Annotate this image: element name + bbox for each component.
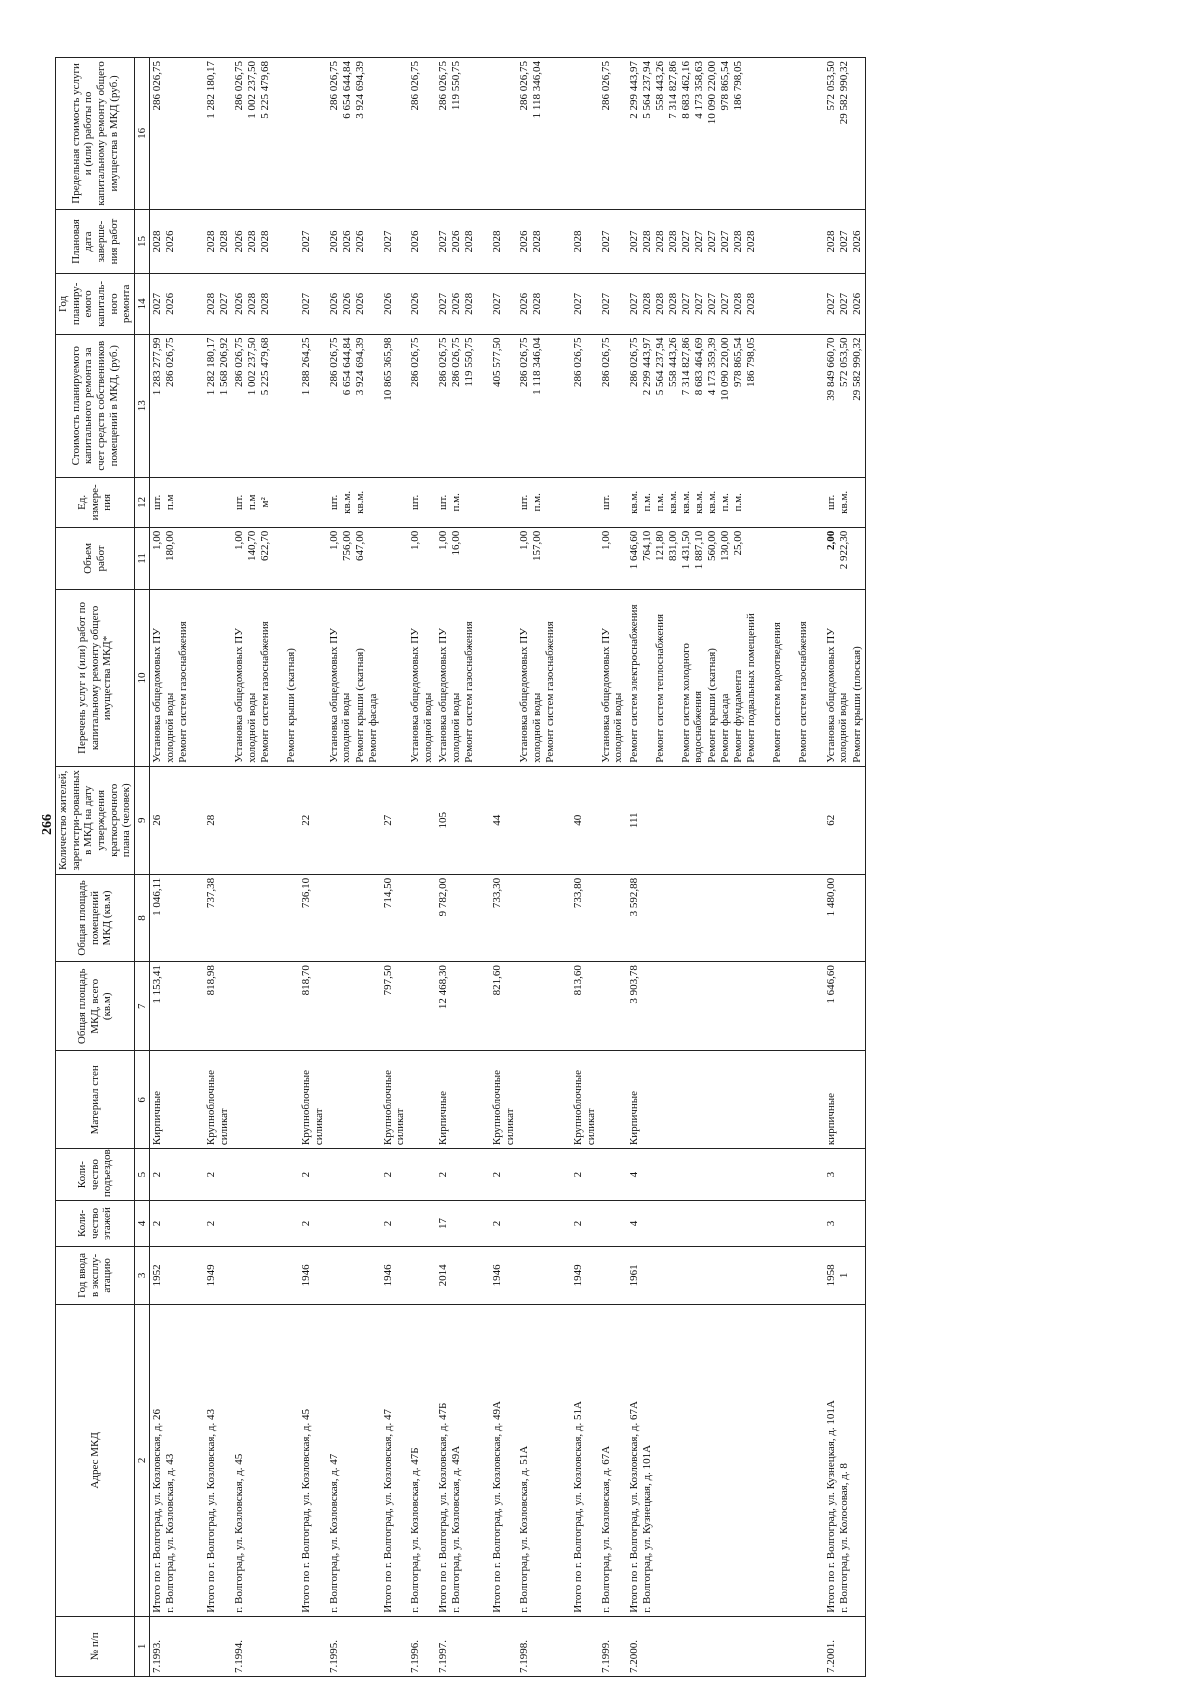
- cell-r13-c5: 4: [627, 1149, 824, 1201]
- cell-r8-c4: 17: [436, 1201, 490, 1247]
- cell-r13-c12: кв.м. п.м. п.м. кв.м. кв.м. кв.м. кв.м. п.м. п.м.: [627, 477, 824, 527]
- cell-r11-c13: 286 026,75: [571, 334, 598, 477]
- cell-r8-c16: 286 026,75 119 550,75: [436, 58, 490, 210]
- cell-r2-c1: [204, 1616, 232, 1676]
- cell-r11-c3: 1949: [571, 1246, 598, 1304]
- cell-r6-c2: Итого по г. Волгоград, ул. Козловская, д. 47: [381, 1305, 408, 1617]
- cell-r4-c1: [299, 1616, 326, 1676]
- cell-r2-c7: 818,98: [204, 962, 232, 1051]
- cell-r3-c1: 7.1994.: [232, 1616, 299, 1676]
- cell-r12-c10: Установка общедомовых ПУ холодной воды: [599, 590, 627, 767]
- cell-r9-c13: 405 577,50: [490, 334, 517, 477]
- column-header-4: Коли-чество этажей: [56, 1201, 135, 1247]
- cell-r7-c5: [408, 1149, 436, 1201]
- header-row: [56, 58, 135, 1677]
- cell-r12-c3: [599, 1246, 627, 1304]
- cell-r14-c16: 572 053,50 29 582 990,32: [824, 58, 866, 210]
- cell-r6-c16: [381, 58, 408, 210]
- cell-r3-c2: г. Волгоград, ул. Козловская, д. 45: [232, 1305, 299, 1617]
- cell-r11-c12: [571, 477, 598, 527]
- cell-r10-c7: [517, 962, 571, 1051]
- table-body: [150, 58, 865, 1677]
- cell-r8-c15: 2027 2026 2028: [436, 209, 490, 273]
- column-header-15: Плановая дата заверше-ния работ: [56, 209, 135, 273]
- cell-r5-c10: Установка общедомовых ПУ холодной воды Ремонт крыши (скатная) Ремонт фасада: [327, 590, 381, 767]
- column-number-3: 3: [134, 1246, 150, 1304]
- column-number-4: 4: [134, 1201, 150, 1247]
- cell-r13-c2: Итого по г. Волгоград, ул. Козловская, д. 67А г. Волгоград, ул. Кузнецкая, д. 101А: [627, 1305, 824, 1617]
- cell-r12-c2: г. Волгоград, ул. Козловская, д. 67А: [599, 1305, 627, 1617]
- table-row: [232, 58, 299, 1677]
- cell-r4-c6: Крупноблочные силикат: [299, 1051, 326, 1149]
- cell-r6-c15: 2027: [381, 209, 408, 273]
- column-number-1: 1: [134, 1616, 150, 1676]
- table-row: [204, 58, 232, 1677]
- cell-r10-c3: [517, 1246, 571, 1304]
- cell-r13-c7: 3 903,78: [627, 962, 824, 1051]
- cell-r8-c2: Итого по г. Волгоград, ул. Козловская, д. 47Б г. Волгоград, ул. Козловская, д. 49А: [436, 1305, 490, 1617]
- cell-r3-c12: шт. п.м м²: [232, 477, 299, 527]
- cell-r5-c11: 1,00 756,00 647,00: [327, 527, 381, 589]
- cell-r13-c1: 7.2000.: [627, 1616, 824, 1676]
- cell-r2-c2: Итого по г. Волгоград, ул. Козловская, д. 43: [204, 1305, 232, 1617]
- column-header-5: Коли-чество подъездов: [56, 1149, 135, 1201]
- cell-r12-c7: [599, 962, 627, 1051]
- cell-r11-c1: [571, 1616, 598, 1676]
- cell-r6-c6: Крупноблочные силикат: [381, 1051, 408, 1149]
- cell-r13-c9: 111: [627, 766, 824, 874]
- cell-r10-c10: Установка общедомовых ПУ холодной воды Ремонт систем газоснабжения: [517, 590, 571, 767]
- cell-r14-c12: шт. кв.м.: [824, 477, 866, 527]
- cell-r10-c14: 2026 2028: [517, 274, 571, 334]
- cell-r3-c4: [232, 1201, 299, 1247]
- column-header-6: Материал стен: [56, 1051, 135, 1149]
- cell-r10-c11: 1,00 157,00: [517, 527, 571, 589]
- cell-r8-c3: 2014: [436, 1246, 490, 1304]
- cell-r2-c5: 2: [204, 1149, 232, 1201]
- cell-r9-c6: Крупноблочные силикат: [490, 1051, 517, 1149]
- cell-r8-c9: 105: [436, 766, 490, 874]
- cell-r5-c7: [327, 962, 381, 1051]
- column-header-12: Ед. измере-ния: [56, 477, 135, 527]
- cell-r2-c8: 737,38: [204, 874, 232, 961]
- cell-r6-c7: 797,50: [381, 962, 408, 1051]
- cell-r5-c15: 2026 2026 2026: [327, 209, 381, 273]
- cell-r14-c4: 3: [824, 1201, 866, 1247]
- cell-r7-c10: Установка общедомовых ПУ холодной воды: [408, 590, 436, 767]
- table-row: [571, 58, 598, 1677]
- cell-r6-c11: [381, 527, 408, 589]
- table-row: [517, 58, 571, 1677]
- cell-r4-c7: 818,70: [299, 962, 326, 1051]
- cell-r4-c5: 2: [299, 1149, 326, 1201]
- cell-r12-c12: шт.: [599, 477, 627, 527]
- cell-r1-c3: 1952: [150, 1246, 205, 1304]
- cell-r14-c11: 2,00 2 922,30: [824, 527, 866, 589]
- cell-r6-c8: 714,50: [381, 874, 408, 961]
- cell-r1-c8: 1 046,11: [150, 874, 205, 961]
- table-row: [599, 58, 627, 1677]
- cell-r14-c8: 1 480,00: [824, 874, 866, 961]
- cell-r1-c10: Установка общедомовых ПУ холодной воды Ремонт систем газоснабжения: [150, 590, 205, 767]
- column-header-10: Перечень услуг и (или) работ по капитальному ремонту общего имущества МКД*: [56, 590, 135, 767]
- cell-r5-c8: [327, 874, 381, 961]
- cell-r9-c8: 733,30: [490, 874, 517, 961]
- cell-r14-c14: 2027 2027 2026: [824, 274, 866, 334]
- column-header-3: Год ввода в эксплу-атацию: [56, 1246, 135, 1304]
- cell-r7-c11: 1,00: [408, 527, 436, 589]
- cell-r13-c15: 2027 2028 2028 2028 2027 2027 2027 2027 2028 2028: [627, 209, 824, 273]
- cell-r5-c5: [327, 1149, 381, 1201]
- column-header-9: Количество жителей, зарегистри-рованных в МКД на дату утверждения краткосрочного плана (человек): [56, 766, 135, 874]
- cell-r11-c6: Крупноблочные силикат: [571, 1051, 598, 1149]
- cell-r5-c16: 286 026,75 6 654 644,84 3 924 694,39: [327, 58, 381, 210]
- cell-r8-c12: шт. п.м.: [436, 477, 490, 527]
- cell-r1-c13: 1 283 277,99 286 026,75: [150, 334, 205, 477]
- cell-r10-c6: [517, 1051, 571, 1149]
- cell-r2-c10: [204, 590, 232, 767]
- column-number-14: 14: [134, 274, 150, 334]
- cell-r4-c16: [299, 58, 326, 210]
- cell-r7-c15: 2026: [408, 209, 436, 273]
- column-header-16: Предельная стоимость услуги и (или) работы по капитальному ремонту общего имущества в МКД (руб.): [56, 58, 135, 210]
- cell-r1-c16: 286 026,75: [150, 58, 205, 210]
- column-header-13: Стоимость планируемого капитального ремонта за счет средств собственников помещений в МКД, (руб.): [56, 334, 135, 477]
- cell-r1-c2: Итого по г. Волгоград, ул. Козловская, д. 26 г. Волгоград, ул. Козловская, д. 43: [150, 1305, 205, 1617]
- cell-r4-c12: [299, 477, 326, 527]
- table-row: [327, 58, 381, 1677]
- cell-r3-c8: [232, 874, 299, 961]
- cell-r11-c7: 813,60: [571, 962, 598, 1051]
- table-row: [299, 58, 326, 1677]
- cell-r14-c15: 2028 2027 2026: [824, 209, 866, 273]
- cell-r7-c13: 286 026,75: [408, 334, 436, 477]
- cell-r9-c11: [490, 527, 517, 589]
- cell-r6-c9: 27: [381, 766, 408, 874]
- column-number-13: 13: [134, 334, 150, 477]
- column-number-16: 16: [134, 58, 150, 210]
- cell-r11-c8: 733,80: [571, 874, 598, 961]
- cell-r3-c16: 286 026,75 1 002 237,50 5 225 479,68: [232, 58, 299, 210]
- cell-r3-c3: [232, 1246, 299, 1304]
- cell-r9-c1: [490, 1616, 517, 1676]
- cell-r1-c5: 2: [150, 1149, 205, 1201]
- cell-r14-c7: 1 646,60: [824, 962, 866, 1051]
- cell-r13-c3: 1961: [627, 1246, 824, 1304]
- cell-r14-c10: Установка общедомовых ПУ холодной воды Ремонт крыши (плоская): [824, 590, 866, 767]
- cell-r8-c8: 9 782,00: [436, 874, 490, 961]
- cell-r3-c9: [232, 766, 299, 874]
- cell-r14-c5: 3: [824, 1149, 866, 1201]
- cell-r13-c16: 2 299 443,97 5 564 237,94 558 443,26 7 314 827,86 8 683 462,16 4 173 358,63 10 090 220,00 978 865,54 186 798,05: [627, 58, 824, 210]
- column-number-7: 7: [134, 962, 150, 1051]
- cell-r4-c14: 2027: [299, 274, 326, 334]
- table-row: [490, 58, 517, 1677]
- table-row: [150, 58, 205, 1677]
- cell-r2-c11: [204, 527, 232, 589]
- cell-r13-c14: 2027 2028 2028 2028 2027 2027 2027 2027 2028 2028: [627, 274, 824, 334]
- cell-r9-c10: [490, 590, 517, 767]
- column-header-14: Год планиру-емого капиталь-ного ремонта: [56, 274, 135, 334]
- cell-r9-c4: 2: [490, 1201, 517, 1247]
- cell-r7-c1: 7.1996.: [408, 1616, 436, 1676]
- column-number-10: 10: [134, 590, 150, 767]
- cell-r2-c13: 1 282 180,17 1 568 206,92: [204, 334, 232, 477]
- cell-r5-c1: 7.1995.: [327, 1616, 381, 1676]
- cell-r10-c8: [517, 874, 571, 961]
- table-row: [824, 58, 866, 1677]
- column-header-7: Общая площадь МКД, всего (кв.м): [56, 962, 135, 1051]
- cell-r11-c16: [571, 58, 598, 210]
- cell-r3-c5: [232, 1149, 299, 1201]
- cell-r4-c10: [299, 590, 326, 767]
- cell-r1-c11: 1,00 180,00: [150, 527, 205, 589]
- cell-r6-c5: 2: [381, 1149, 408, 1201]
- cell-r10-c2: г. Волгоград, ул. Козловская, д. 51А: [517, 1305, 571, 1617]
- cell-r2-c16: 1 282 180,17: [204, 58, 232, 210]
- cell-r12-c8: [599, 874, 627, 961]
- cell-r12-c11: 1,00: [599, 527, 627, 589]
- cell-r10-c13: 286 026,75 1 118 346,04: [517, 334, 571, 477]
- cell-r9-c3: 1946: [490, 1246, 517, 1304]
- cell-r5-c4: [327, 1201, 381, 1247]
- cell-r9-c7: 821,60: [490, 962, 517, 1051]
- cell-r6-c3: 1946: [381, 1246, 408, 1304]
- cell-r10-c15: 2026 2028: [517, 209, 571, 273]
- cell-r7-c8: [408, 874, 436, 961]
- cell-r8-c7: 12 468,30: [436, 962, 490, 1051]
- cell-r4-c2: Итого по г. Волгоград, ул. Козловская, д. 45: [299, 1305, 326, 1617]
- cell-r4-c8: 736,10: [299, 874, 326, 961]
- cell-r9-c5: 2: [490, 1149, 517, 1201]
- cell-r3-c13: 286 026,75 1 002 237,50 5 225 479,68: [232, 334, 299, 477]
- cell-r5-c9: [327, 766, 381, 874]
- column-number-2: 2: [134, 1305, 150, 1617]
- column-number-9: 9: [134, 766, 150, 874]
- cell-r3-c14: 2026 2028 2028: [232, 274, 299, 334]
- cell-r6-c13: 10 865 365,98: [381, 334, 408, 477]
- cell-r4-c9: 22: [299, 766, 326, 874]
- column-header-1: № п/п: [56, 1616, 135, 1676]
- column-header-8: Общая площадь помещений МКД (кв.м): [56, 874, 135, 961]
- cell-r11-c15: 2028: [571, 209, 598, 273]
- cell-r12-c6: [599, 1051, 627, 1149]
- cell-r7-c14: 2026: [408, 274, 436, 334]
- cell-r13-c13: 286 026,75 2 299 443,97 5 564 237,94 558 443,26 7 314 827,86 8 683 464,69 4 173 359,39 10 090 220,00 978 865,54 186 798,05: [627, 334, 824, 477]
- cell-r12-c4: [599, 1201, 627, 1247]
- column-number-11: 11: [134, 527, 150, 589]
- rotated-table-container: [55, 57, 1155, 1677]
- cell-r5-c6: [327, 1051, 381, 1149]
- column-number-row: [134, 58, 150, 1677]
- cell-r1-c14: 2027 2026: [150, 274, 205, 334]
- cell-r6-c14: 2026: [381, 274, 408, 334]
- cell-r13-c4: 4: [627, 1201, 824, 1247]
- cell-r8-c14: 2027 2026 2028: [436, 274, 490, 334]
- cell-r13-c8: 3 592,88: [627, 874, 824, 961]
- cell-r14-c9: 62: [824, 766, 866, 874]
- cell-r5-c13: 286 026,75 6 654 644,84 3 924 694,39: [327, 334, 381, 477]
- cell-r6-c1: [381, 1616, 408, 1676]
- cell-r7-c9: [408, 766, 436, 874]
- cell-r13-c11: 1 646,60 764,10 121,80 831,00 1 431,50 1 887,10 560,00 130,00 25,00: [627, 527, 824, 589]
- cell-r1-c4: 2: [150, 1201, 205, 1247]
- cell-r14-c2: Итого по г. Волгоград, ул. Кузнецкая, д. 101А г. Волгоград, ул. Колосовая, д. 8: [824, 1305, 866, 1617]
- cell-r8-c13: 286 026,75 286 026,75 119 550,75: [436, 334, 490, 477]
- cell-r14-c3: 1958 1: [824, 1246, 866, 1304]
- cell-r4-c4: 2: [299, 1201, 326, 1247]
- cell-r2-c14: 2028 2027: [204, 274, 232, 334]
- cell-r9-c9: 44: [490, 766, 517, 874]
- cell-r1-c6: Кирпичные: [150, 1051, 205, 1149]
- cell-r13-c10: Ремонт систем электроснабжения Ремонт систем теплоснабжения Ремонт систем холодного водоснабжения Ремонт крыши (скатная) Ремонт фасада Ремонт фундамента Ремонт подвальных помещений Ремонт систем водоотведения Ремонт систем газоснабжения: [627, 590, 824, 767]
- cell-r9-c16: [490, 58, 517, 210]
- cell-r10-c1: 7.1998.: [517, 1616, 571, 1676]
- cell-r10-c5: [517, 1149, 571, 1201]
- cell-r1-c12: шт. п.м: [150, 477, 205, 527]
- cell-r11-c4: 2: [571, 1201, 598, 1247]
- cell-r9-c14: 2027: [490, 274, 517, 334]
- table-row: [627, 58, 824, 1677]
- cell-r3-c7: [232, 962, 299, 1051]
- cell-r13-c6: Кирпичные: [627, 1051, 824, 1149]
- cell-r8-c5: 2: [436, 1149, 490, 1201]
- table-row: [381, 58, 408, 1677]
- cell-r11-c2: Итого по г. Волгоград, ул. Козловская, д. 51А: [571, 1305, 598, 1617]
- cell-r5-c2: г. Волгоград, ул. Козловская, д. 47: [327, 1305, 381, 1617]
- cell-r8-c1: 7.1997.: [436, 1616, 490, 1676]
- cell-r5-c3: [327, 1246, 381, 1304]
- cell-r3-c11: 1,00 140,70 622,70: [232, 527, 299, 589]
- cell-r14-c6: кирпичные: [824, 1051, 866, 1149]
- cell-r4-c13: 1 288 264,25: [299, 334, 326, 477]
- cell-r7-c4: [408, 1201, 436, 1247]
- cell-r12-c5: [599, 1149, 627, 1201]
- column-number-15: 15: [134, 209, 150, 273]
- cell-r8-c11: 1,00 16,00: [436, 527, 490, 589]
- cell-r1-c1: 7.1993.: [150, 1616, 205, 1676]
- cell-r9-c12: [490, 477, 517, 527]
- cell-r12-c14: 2027: [599, 274, 627, 334]
- cell-r11-c11: [571, 527, 598, 589]
- cell-r1-c15: 2028 2026: [150, 209, 205, 273]
- cell-r7-c7: [408, 962, 436, 1051]
- column-number-5: 5: [134, 1149, 150, 1201]
- cell-r12-c9: [599, 766, 627, 874]
- cell-r5-c14: 2026 2026 2026: [327, 274, 381, 334]
- cell-r2-c15: 2028 2028: [204, 209, 232, 273]
- cell-r2-c3: 1949: [204, 1246, 232, 1304]
- table-row: [408, 58, 436, 1677]
- table-row: [436, 58, 490, 1677]
- cell-r11-c10: [571, 590, 598, 767]
- cell-r10-c16: 286 026,75 1 118 346,04: [517, 58, 571, 210]
- cell-r9-c15: 2028: [490, 209, 517, 273]
- column-header-11: Объем работ: [56, 527, 135, 589]
- cell-r10-c12: шт. п.м.: [517, 477, 571, 527]
- cell-r12-c15: 2027: [599, 209, 627, 273]
- cell-r2-c9: 28: [204, 766, 232, 874]
- cell-r11-c5: 2: [571, 1149, 598, 1201]
- cell-r7-c3: [408, 1246, 436, 1304]
- cell-r14-c1: 7.2001.: [824, 1616, 866, 1676]
- cell-r4-c3: 1946: [299, 1246, 326, 1304]
- cell-r2-c4: 2: [204, 1201, 232, 1247]
- cell-r3-c10: Установка общедомовых ПУ холодной воды Ремонт систем газоснабжения Ремонт крыши (скатная): [232, 590, 299, 767]
- cell-r10-c9: [517, 766, 571, 874]
- cell-r11-c9: 40: [571, 766, 598, 874]
- cell-r5-c12: шт. кв.м. кв.м.: [327, 477, 381, 527]
- cell-r7-c16: 286 026,75: [408, 58, 436, 210]
- cell-r9-c2: Итого по г. Волгоград, ул. Козловская, д. 49А: [490, 1305, 517, 1617]
- cell-r4-c11: [299, 527, 326, 589]
- column-header-2: Адрес МКД: [56, 1305, 135, 1617]
- cell-r7-c12: шт.: [408, 477, 436, 527]
- cell-r11-c14: 2027: [571, 274, 598, 334]
- cell-r3-c6: [232, 1051, 299, 1149]
- cell-r2-c6: Крупноблочные силикат: [204, 1051, 232, 1149]
- cell-r6-c12: [381, 477, 408, 527]
- column-number-8: 8: [134, 874, 150, 961]
- column-number-6: 6: [134, 1051, 150, 1149]
- column-number-12: 12: [134, 477, 150, 527]
- cell-r6-c10: [381, 590, 408, 767]
- cell-r14-c13: 39 849 660,70 572 053,50 29 582 990,32: [824, 334, 866, 477]
- capital-repair-table: [55, 57, 866, 1677]
- cell-r7-c2: г. Волгоград, ул. Козловская, д. 47Б: [408, 1305, 436, 1617]
- cell-r12-c13: 286 026,75: [599, 334, 627, 477]
- cell-r12-c1: 7.1999.: [599, 1616, 627, 1676]
- cell-r1-c9: 26: [150, 766, 205, 874]
- cell-r8-c10: Установка общедомовых ПУ холодной воды Ремонт систем газоснабжения: [436, 590, 490, 767]
- cell-r12-c16: 286 026,75: [599, 58, 627, 210]
- cell-r2-c12: [204, 477, 232, 527]
- cell-r4-c15: 2027: [299, 209, 326, 273]
- cell-r3-c15: 2026 2028 2028: [232, 209, 299, 273]
- cell-r8-c6: Кирпичные: [436, 1051, 490, 1149]
- cell-r1-c7: 1 153,41: [150, 962, 205, 1051]
- page-number: 266: [40, 814, 55, 835]
- cell-r6-c4: 2: [381, 1201, 408, 1247]
- cell-r10-c4: [517, 1201, 571, 1247]
- cell-r7-c6: [408, 1051, 436, 1149]
